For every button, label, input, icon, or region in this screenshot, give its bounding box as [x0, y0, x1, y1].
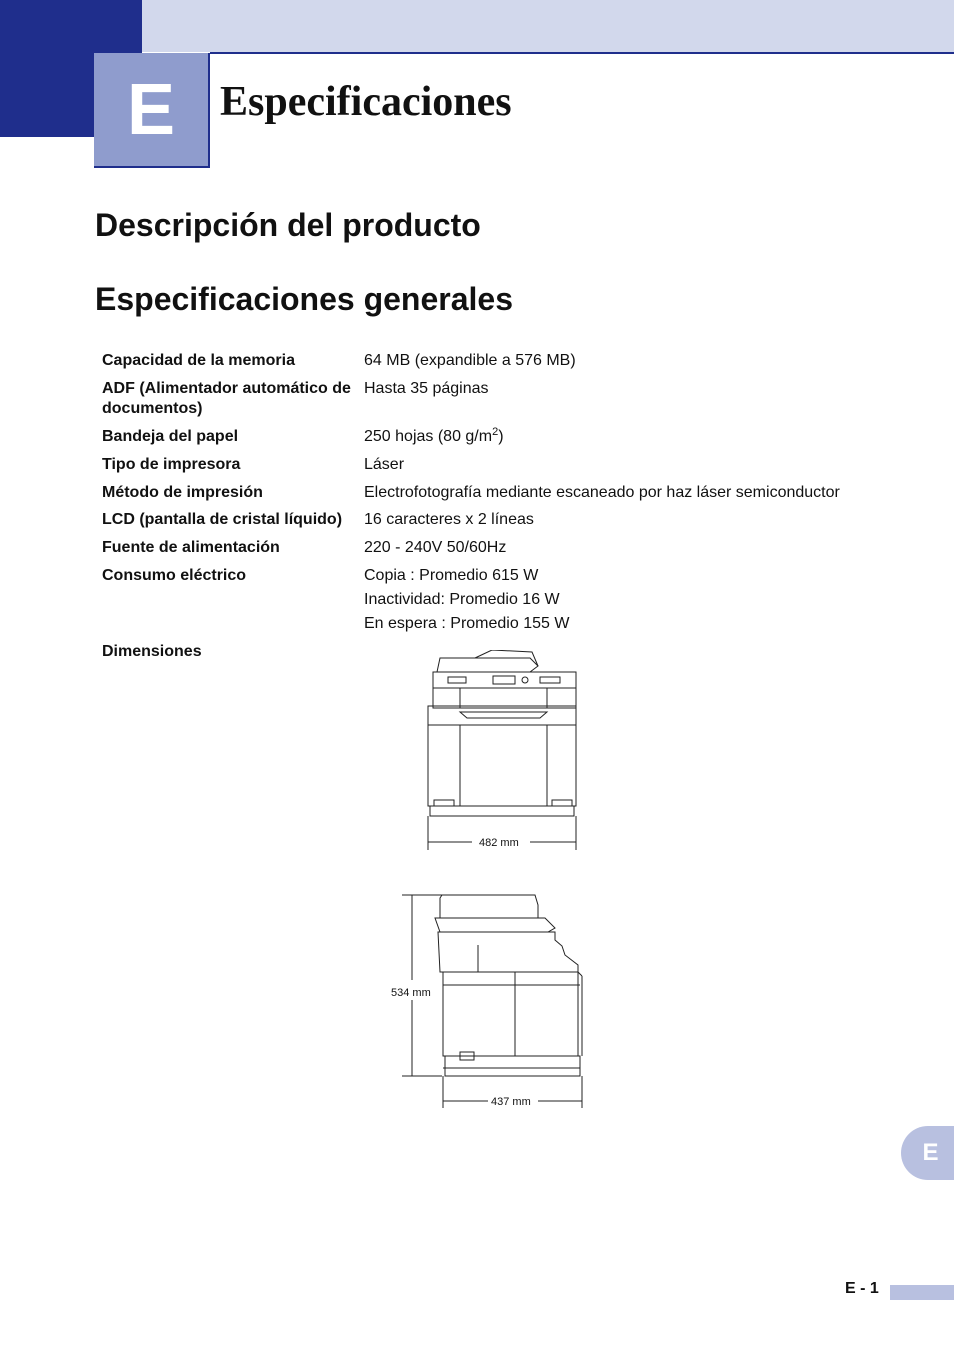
- spec-label-lcd: LCD (pantalla de cristal líquido): [102, 511, 343, 528]
- printer-side-view: [435, 895, 582, 1076]
- spec-label-paper-tray: Bandeja del papel: [102, 428, 239, 445]
- printer-front-view: [428, 650, 576, 816]
- header-rule: [210, 52, 954, 54]
- spec-value-paper-tray-suffix: ): [498, 428, 504, 445]
- spec-value-print-method: Electrofotografía mediante escaneado por haz láser semiconductor: [364, 484, 840, 501]
- spec-value-power-copy: Copia : Promedio 615 W: [364, 567, 539, 584]
- spec-value-power-standby: En espera : Promedio 155 W: [364, 615, 570, 632]
- chapter-letter: E: [126, 69, 176, 150]
- chapter-side-tab-letter: E: [922, 1139, 939, 1166]
- spec-label-print-method: Método de impresión: [102, 484, 263, 501]
- spec-label-power-source: Fuente de alimentación: [102, 539, 280, 556]
- header-band: [142, 0, 954, 52]
- page-number: E - 1: [845, 1280, 879, 1297]
- height-dimension-label: 534 mm: [391, 987, 431, 999]
- spec-label-dimensions: Dimensiones: [102, 643, 202, 660]
- section-heading-product-description: Descripción del producto: [95, 207, 481, 243]
- footer-bar: [890, 1285, 954, 1300]
- spec-value-power-idle: Inactividad: Promedio 16 W: [364, 591, 560, 608]
- spec-label-memory: Capacidad de la memoria: [102, 352, 295, 369]
- spec-value-paper-tray: [364, 427, 504, 447]
- spec-value-adf: Hasta 35 páginas: [364, 380, 489, 397]
- spec-value-lcd: 16 caracteres x 2 líneas: [364, 511, 534, 528]
- chapter-side-tab: [901, 1126, 954, 1180]
- spec-value-printer-type: Láser: [364, 456, 405, 473]
- spec-label-printer-type: Tipo de impresora: [102, 456, 241, 473]
- spec-value-memory: 64 MB (expandible a 576 MB): [364, 352, 576, 369]
- spec-label-adf: ADF (Alimentador automático de documentos): [102, 380, 351, 417]
- chapter-letter-box: [94, 53, 210, 168]
- spec-label-power-consumption: Consumo eléctrico: [102, 567, 247, 584]
- depth-dimension-label: 437 mm: [491, 1096, 531, 1108]
- section-heading-general-specs: Especificaciones generales: [95, 281, 513, 317]
- spec-value-paper-tray-main: 250 hojas (80 g/m: [364, 428, 493, 445]
- spec-value-paper-tray-sup: 2: [492, 426, 499, 438]
- dimensions-drawing: [380, 650, 600, 1120]
- spec-value-power-source: 220 - 240V 50/60Hz: [364, 539, 507, 556]
- chapter-title: Especificaciones: [220, 79, 512, 125]
- width-dimension-label: 482 mm: [479, 837, 519, 849]
